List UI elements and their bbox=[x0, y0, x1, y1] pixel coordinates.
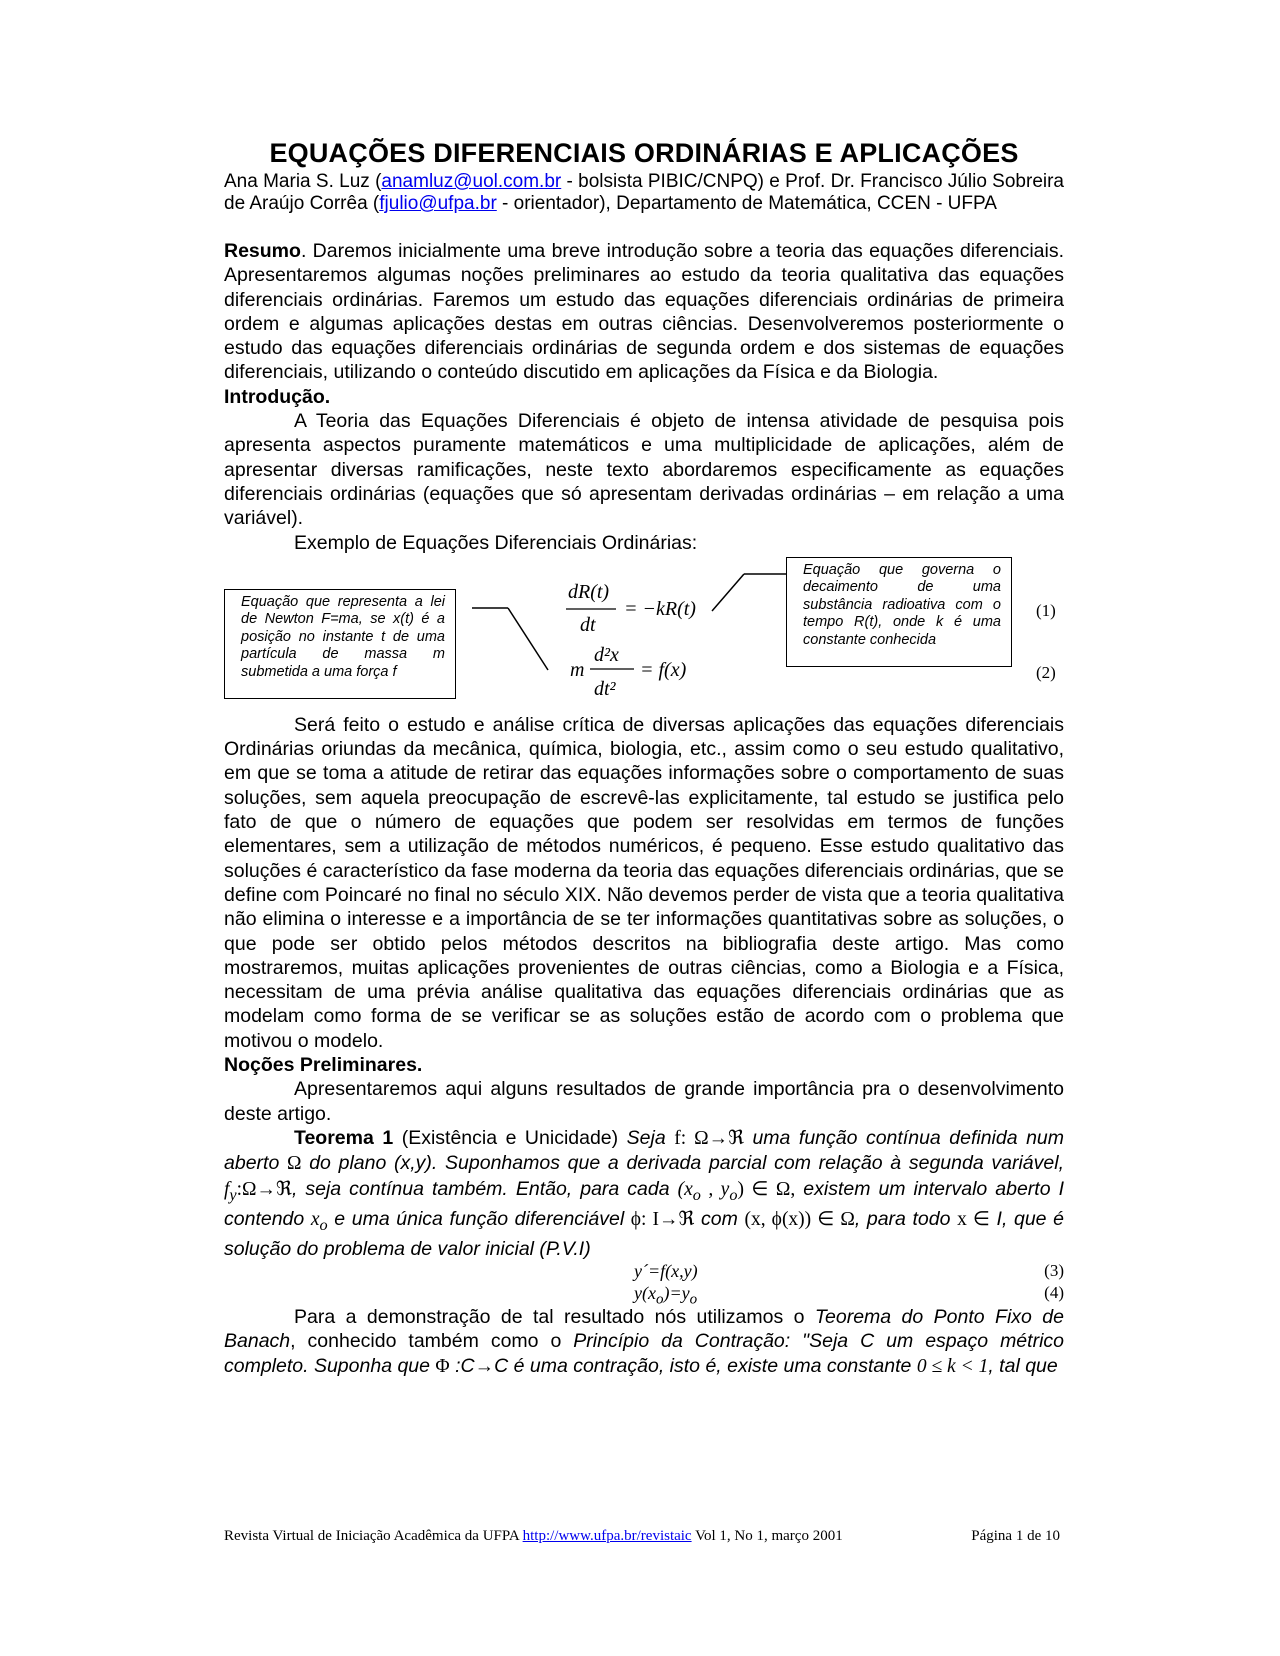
theorem-math: ϕ: I→ℜ bbox=[630, 1208, 695, 1230]
body-paragraph: Será feito o estudo e análise crítica de diversas aplicações das equações diferenciais Ordinárias oriundas da mecânica, química, biologia, etc., assim como o seu estudo qualitativo, em que se toma a atitude de retirar das equações informações sobre o comportamento de suas soluções, sem aquela preocupação de escrevê-las explicitamente, tal estudo se justifica pelo fato de que o número de equações que podem ser resolvidas em termos de funções elementares, sem a utilização de métodos numéricos, é pequeno. Esse estudo qualitativo das soluções é característico da fase moderna da teoria das equações diferenciais ordinárias, que se define com Poincaré no final no século XIX. Não devemos perder de vista que a teoria qualitativa não elimina o interesse e a importância de se ter informações quantitativas sobre as soluções, o que pode ser obtido pelos métodos descritos na bibliografia deste artigo. Mas como mostraremos, muitas aplicações provenientes de outras ciências, como a Biologia e a Física, necessitam de uma prévia análise qualitativa das equações diferenciais ordinárias que as modelam como forma de se verificar se as soluções estão de acordo com o problema que motivou o modelo. bbox=[224, 713, 1064, 1052]
equation-figure bbox=[224, 555, 1064, 713]
eq4-sub: o bbox=[655, 1291, 664, 1308]
prelim-heading: Noções Preliminares. bbox=[224, 1054, 423, 1077]
email-link-2[interactable]: fjulio@ufpa.br bbox=[379, 193, 497, 214]
eq2-rhs: = f(x) bbox=[640, 658, 687, 681]
authors-text-3: - orientador), Departamento de Matemática, CCEN - UFPA bbox=[496, 193, 997, 214]
footer-journal: Revista Virtual de Iniciação Acadêmica da UFPA bbox=[224, 1528, 523, 1544]
theorem-math: x bbox=[310, 1208, 320, 1230]
theorem-text: do plano (x,y). Suponhamos que a derivada parcial com relação à segunda variável, bbox=[301, 1152, 1064, 1175]
theorem-text: uma função contínua definida num aberto bbox=[224, 1126, 1065, 1175]
theorem-text: I, que é solução do problema de valor inicial (P.V.I) bbox=[224, 1207, 1064, 1260]
theorem-math-sub: y bbox=[229, 1185, 237, 1204]
proof-text: Para a demonstração de tal resultado nós utilizamos o bbox=[294, 1306, 815, 1329]
eq2-mass: m bbox=[570, 658, 585, 681]
intro-heading: Introdução. bbox=[224, 385, 331, 408]
theorem-math: f: Ω→ℜ bbox=[674, 1127, 744, 1149]
page-footer bbox=[224, 1528, 1064, 1545]
intro-paragraph: A Teoria das Equações Diferenciais é objeto de intensa atividade de pesquisa pois apresenta aspectos puramente matemáticos e uma multiplicidade de aplicações, além de apresentar diversas ramificações, neste texto abordaremos especificamente as equações diferenciais ordinárias (equações que só apresentam derivadas ordinárias – em relação a uma variável). bbox=[224, 410, 1064, 530]
paper-page bbox=[224, 138, 1064, 1379]
theorem-math-sub: o bbox=[729, 1185, 738, 1204]
email-link-1[interactable]: anamluz@uol.com.br bbox=[381, 171, 562, 192]
eq4-number: (4) bbox=[1044, 1283, 1064, 1303]
paper-title: EQUAÇÕES DIFERENCIAIS ORDINÁRIAS E APLICAÇÕES bbox=[269, 138, 1019, 168]
connector-line-right-d bbox=[712, 574, 744, 611]
theorem-label: Teorema 1 bbox=[294, 1126, 394, 1149]
eq1-numerator: dR(t) bbox=[568, 580, 610, 603]
theorem-math: , y bbox=[700, 1178, 730, 1200]
proof-quote: :C→C é uma contração, isto é, existe uma constante bbox=[449, 1354, 917, 1377]
theorem-text: existem um intervalo aberto I contendo bbox=[224, 1177, 1064, 1230]
eq1-rhs: = −kR(t) bbox=[624, 597, 696, 620]
eq2-numerator: d²x bbox=[594, 643, 619, 666]
eq4-expression bbox=[634, 1283, 697, 1309]
note-box-decay: Equação que governa o decaimento de uma substância radioativa com o tempo R(t), onde k é uma constante conhecida bbox=[786, 557, 1012, 667]
connector-line-left-d bbox=[508, 608, 548, 670]
banach-theorem-name: Teorema do Ponto Fixo de Banach bbox=[224, 1306, 1064, 1353]
equation-drawing bbox=[224, 555, 1064, 713]
theorem-math: (x bbox=[677, 1178, 693, 1200]
proof-paragraph bbox=[224, 1305, 1064, 1379]
eq4-part: )=y bbox=[663, 1283, 690, 1304]
theorem-math: f bbox=[224, 1178, 230, 1200]
ivp-equation-3 bbox=[224, 1261, 1064, 1283]
eq4-part: y(x bbox=[634, 1283, 656, 1304]
abstract-paragraph bbox=[224, 239, 1064, 385]
theorem-paragraph bbox=[224, 1126, 1064, 1261]
eq2-denominator: dt² bbox=[594, 677, 616, 700]
abstract-text: . Daremos inicialmente uma breve introdução sobre a teoria das equações diferenciais. Apresentaremos algumas noções preliminares ao estudo da teoria qualitativa das equações diferenciais ordinárias. Faremos um estudo das equações diferenciais ordinárias de primeira ordem e algumas aplicações destas em outras ciências. Desenvolveremos posteriormente o estudo das equações diferenciais ordinárias de segunda ordem e dos sistemas de equações diferenciais, utilizando o conteúdo discutido em aplicações da Física e da Biologia. bbox=[224, 240, 1064, 384]
example-line: Exemplo de Equações Diferenciais Ordinárias: bbox=[294, 531, 698, 554]
eq1-denominator: dt bbox=[580, 613, 596, 636]
note-box-newton: Equação que representa a lei de Newton F=ma, se x(t) é a posição no instante t de uma partícula de massa m submetida a uma força f bbox=[224, 589, 456, 699]
theorem-text: , para todo bbox=[854, 1207, 958, 1230]
proof-math: Φ bbox=[435, 1355, 450, 1377]
theorem-math: :Ω→ℜ bbox=[236, 1178, 292, 1200]
theorem-math-sub: o bbox=[319, 1215, 328, 1234]
eq3-expression: y´=f(x,y) bbox=[634, 1261, 698, 1282]
theorem-text: , seja contínua também. Então, para cada bbox=[291, 1177, 678, 1200]
proof-math: 0 ≤ k < 1 bbox=[916, 1355, 989, 1377]
theorem-math: Ω bbox=[287, 1153, 302, 1175]
spacer bbox=[224, 215, 1064, 239]
theorem-math: (x, ϕ(x)) ∈ Ω bbox=[744, 1208, 855, 1230]
theorem-text: e uma única função diferenciável bbox=[327, 1207, 631, 1230]
authors-line bbox=[224, 171, 1064, 215]
theorem-name: (Existência e Unicidade) bbox=[393, 1126, 627, 1149]
ivp-equation-4 bbox=[224, 1283, 1064, 1308]
eq3-number: (3) bbox=[1044, 1261, 1064, 1281]
prelim-paragraph: Apresentaremos aqui alguns resultados de grande importância pra o desenvolvimento deste artigo. bbox=[224, 1078, 1064, 1125]
proof-text: , conhecido também como o bbox=[290, 1330, 574, 1353]
eq1-number: (1) bbox=[1036, 600, 1056, 620]
authors-text-2: - bolsista PIBIC/CNPQ) e Prof. Dr. Francisco Júlio Sobreira de Araújo Corrêa ( bbox=[224, 171, 1064, 214]
abstract-label: Resumo bbox=[224, 240, 301, 262]
contraction-principle-name: Princípio da Contração bbox=[573, 1330, 785, 1353]
theorem-math-sub: o bbox=[692, 1185, 701, 1204]
page-number: Página 1 de 10 bbox=[971, 1528, 1060, 1544]
theorem-math: ) ∈ Ω, bbox=[737, 1178, 796, 1200]
proof-quote: , tal que bbox=[988, 1354, 1058, 1377]
theorem-text: Seja bbox=[626, 1126, 675, 1149]
eq4-sub: o bbox=[689, 1291, 698, 1308]
authors-text-1: Ana Maria S. Luz ( bbox=[224, 171, 382, 192]
footer-url-link[interactable]: http://www.ufpa.br/revistaic bbox=[522, 1528, 692, 1544]
eq2-number: (2) bbox=[1036, 662, 1056, 682]
theorem-text: com bbox=[694, 1207, 745, 1230]
footer-volume: Vol 1, No 1, março 2001 bbox=[691, 1528, 843, 1544]
theorem-math: x ∈ bbox=[957, 1208, 990, 1230]
proof-quote: : "Seja C um espaço métrico completo. Suponha que bbox=[224, 1330, 1064, 1377]
